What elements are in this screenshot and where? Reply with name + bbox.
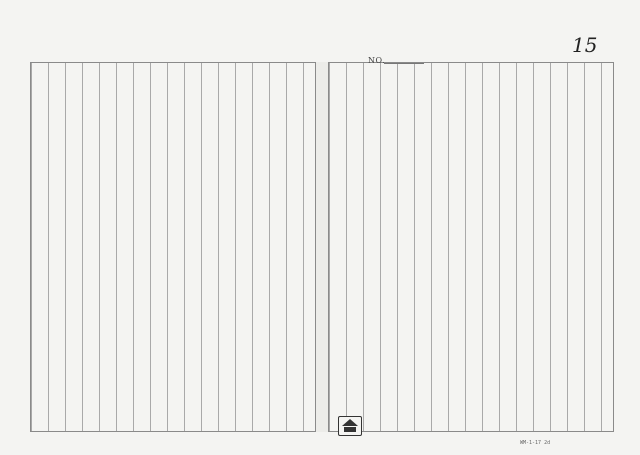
footer-archive-code: WM-1-17 2d (520, 440, 551, 446)
publisher-seal-icon (338, 416, 362, 436)
page-gutter (316, 62, 328, 432)
page-number: 15 (572, 33, 598, 57)
right-manuscript-page (328, 62, 614, 432)
number-label: NO. (368, 56, 386, 65)
left-manuscript-page (30, 62, 316, 432)
number-field-line (384, 63, 424, 64)
